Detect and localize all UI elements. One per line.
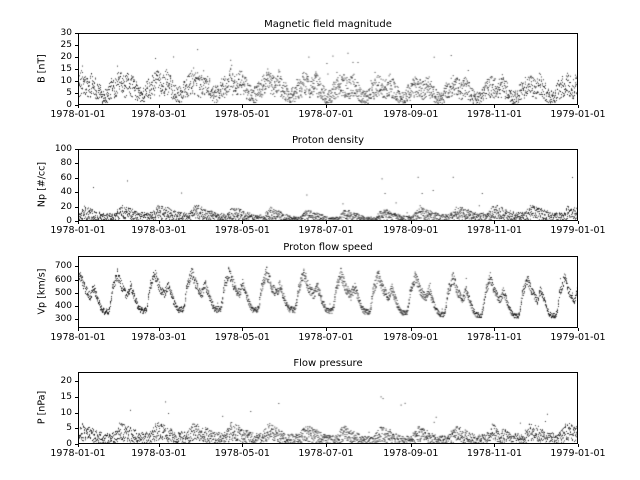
x-tick-label: 1978-09-01 [383, 225, 439, 236]
panel-title: Flow pressure [293, 358, 363, 369]
x-tick-label: 1978-05-01 [214, 109, 270, 120]
axes-frame [78, 256, 578, 328]
y-tick-label: 15 [60, 64, 72, 74]
x-tick-label: 1978-05-01 [214, 332, 270, 343]
x-tick-label: 1978-11-01 [466, 448, 523, 459]
x-tick-label: 1979-01-01 [550, 332, 606, 343]
y-axis-label: B [nT] [36, 54, 48, 83]
y-tick-label: 500 [54, 288, 72, 298]
y-tick-label: 30 [60, 28, 72, 38]
x-tick-label: 1978-09-01 [383, 109, 439, 120]
y-tick-mark [75, 381, 78, 382]
y-tick-label: 600 [54, 275, 72, 285]
scatter-data-layer [79, 373, 578, 444]
x-tick-label: 1978-11-01 [466, 109, 523, 120]
x-tick-label: 1979-01-01 [550, 109, 606, 120]
scatter-data-layer [79, 150, 578, 221]
panel-title: Proton flow speed [283, 242, 373, 253]
y-tick-label: 25 [60, 40, 72, 50]
x-tick-label: 1979-01-01 [550, 225, 606, 236]
y-tick-label: 0 [66, 216, 72, 226]
y-tick-mark [75, 33, 78, 34]
x-tick-mark [159, 105, 160, 108]
x-tick-label: 1978-03-01 [131, 332, 187, 343]
x-tick-mark [494, 105, 495, 108]
y-tick-label: 700 [54, 261, 72, 271]
y-tick-label: 300 [54, 314, 72, 324]
panel-proton-flow-speed [78, 242, 578, 328]
y-tick-mark [75, 93, 78, 94]
y-axis-label: Vp [km/s] [36, 268, 48, 315]
x-tick-label: 1978-03-01 [131, 448, 187, 459]
x-tick-label: 1978-09-01 [383, 448, 439, 459]
y-tick-label: 40 [60, 187, 72, 197]
y-tick-mark [75, 207, 78, 208]
x-tick-label: 1978-03-01 [131, 225, 187, 236]
x-tick-mark [242, 444, 243, 447]
y-tick-label: 20 [60, 376, 72, 386]
x-tick-label: 1978-01-01 [50, 109, 106, 120]
x-tick-mark [494, 221, 495, 224]
y-tick-label: 80 [60, 158, 72, 168]
y-tick-mark [75, 178, 78, 179]
y-axis-label: Np [#/cc] [36, 161, 48, 208]
x-tick-label: 1978-11-01 [466, 225, 523, 236]
x-tick-mark [159, 221, 160, 224]
y-tick-mark [75, 163, 78, 164]
x-tick-mark [411, 328, 412, 331]
x-tick-mark [578, 444, 579, 447]
x-tick-label: 1978-05-01 [214, 448, 270, 459]
x-tick-label: 1978-07-01 [298, 332, 354, 343]
x-tick-mark [78, 105, 79, 108]
y-tick-label: 0 [66, 439, 72, 449]
y-tick-mark [75, 413, 78, 414]
x-tick-mark [78, 328, 79, 331]
x-tick-label: 1978-11-01 [466, 332, 523, 343]
panel-title: Magnetic field magnitude [264, 19, 392, 30]
x-tick-mark [326, 105, 327, 108]
y-tick-label: 20 [60, 52, 72, 62]
x-tick-label: 1978-01-01 [50, 332, 106, 343]
panel-magnetic-field [78, 19, 578, 105]
x-tick-label: 1978-03-01 [131, 109, 187, 120]
x-tick-mark [242, 328, 243, 331]
y-tick-mark [75, 293, 78, 294]
axes-frame [78, 149, 578, 221]
y-tick-label: 15 [60, 392, 72, 402]
panel-flow-pressure [78, 358, 578, 444]
x-tick-label: 1978-07-01 [298, 225, 354, 236]
y-tick-mark [75, 149, 78, 150]
x-tick-mark [78, 221, 79, 224]
y-tick-label: 20 [60, 202, 72, 212]
y-tick-mark [75, 81, 78, 82]
x-tick-mark [578, 221, 579, 224]
y-tick-label: 5 [66, 88, 72, 98]
x-tick-label: 1978-07-01 [298, 448, 354, 459]
y-tick-mark [75, 428, 78, 429]
x-tick-mark [326, 328, 327, 331]
y-tick-label: 10 [60, 408, 72, 418]
x-tick-mark [494, 444, 495, 447]
panel-title: Proton density [291, 135, 365, 146]
x-tick-label: 1979-01-01 [550, 448, 606, 459]
x-tick-mark [494, 328, 495, 331]
scatter-data-layer [79, 257, 578, 328]
x-tick-mark [242, 221, 243, 224]
y-tick-label: 10 [60, 76, 72, 86]
y-tick-mark [75, 397, 78, 398]
y-tick-mark [75, 280, 78, 281]
x-tick-mark [242, 105, 243, 108]
panel-proton-density [78, 135, 578, 221]
x-tick-mark [78, 444, 79, 447]
x-tick-label: 1978-05-01 [214, 225, 270, 236]
y-tick-label: 400 [54, 301, 72, 311]
scatter-data-layer [79, 34, 578, 105]
x-tick-mark [159, 444, 160, 447]
x-tick-mark [159, 328, 160, 331]
y-tick-label: 60 [60, 173, 72, 183]
y-tick-mark [75, 319, 78, 320]
y-tick-mark [75, 306, 78, 307]
x-tick-mark [411, 105, 412, 108]
y-tick-mark [75, 57, 78, 58]
x-tick-label: 1978-01-01 [50, 225, 106, 236]
x-tick-label: 1978-01-01 [50, 448, 106, 459]
x-tick-mark [411, 221, 412, 224]
axes-frame [78, 372, 578, 444]
x-tick-mark [578, 328, 579, 331]
y-tick-label: 5 [66, 423, 72, 433]
y-tick-label: 0 [66, 100, 72, 110]
x-tick-mark [411, 444, 412, 447]
axes-frame [78, 33, 578, 105]
x-tick-label: 1978-07-01 [298, 109, 354, 120]
y-tick-mark [75, 266, 78, 267]
x-tick-mark [578, 105, 579, 108]
y-tick-label: 100 [54, 144, 72, 154]
x-tick-label: 1978-09-01 [383, 332, 439, 343]
x-tick-mark [326, 444, 327, 447]
y-axis-label: P [nPa] [36, 390, 48, 425]
x-tick-mark [326, 221, 327, 224]
y-tick-mark [75, 192, 78, 193]
y-tick-mark [75, 69, 78, 70]
y-tick-mark [75, 45, 78, 46]
